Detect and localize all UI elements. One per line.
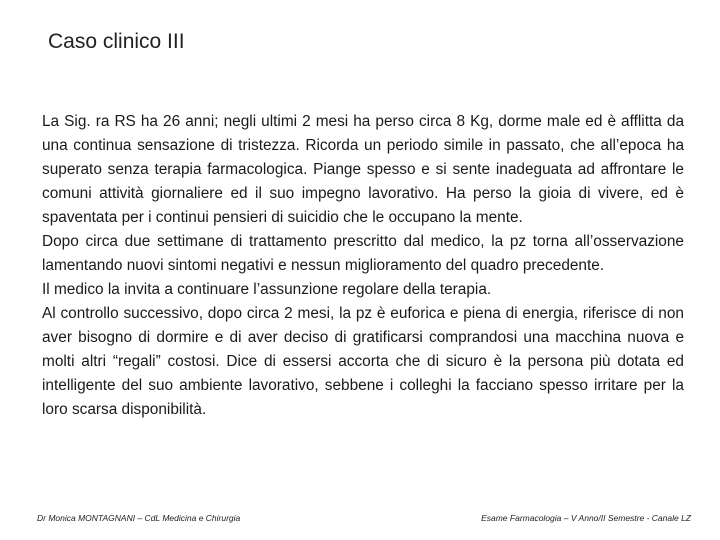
paragraph-second-visit: Al controllo successivo, dopo circa 2 mesi, la pz è euforica e piena di energia, riferisce di non aver bisogno di dormire e di aver deciso di gratificarsi comprandosi una macchina nuova e molti altri “regali” costosi. Dice di essersi accorta che di sicuro è la persona più dotata ed intelligente del suo ambiente lavorativo, sebbene i colleghi la facciano spesso irritare per la loro scarsa disponibilità.	[42, 305, 684, 418]
slide-title: Caso clinico III	[48, 30, 185, 53]
case-description	[42, 110, 684, 422]
footer-course: Esame Farmacologia – V Anno/II Semestre - Canale LZ	[481, 513, 691, 523]
paragraph-symptoms: La Sig. ra RS ha 26 anni; negli ultimi 2 mesi ha perso circa 8 Kg, dorme male ed è afflitta da una continua sensazione di tristezza. Ricorda un periodo simile in passato, che all’epoca ha superato senza terapia farmacologica. Piange spesso e si sente inadeguata ad affrontare le comuni attività giornaliere ed il suo impegno lavorativo. Ha perso la gioia di vivere, ed è spaventata per i continui pensieri di suicidio che le occupano la mente.	[42, 113, 684, 226]
paragraph-follow-up: Dopo circa due settimane di trattamento prescritto dal medico, la pz torna all’osservazione lamentando nuovi sintomi negativi e nessun miglioramento del quadro precedente.	[42, 233, 684, 274]
footer-author: Dr Monica MONTAGNANI – CdL Medicina e Chirurgia	[37, 513, 241, 523]
paragraph-instruction: Il medico la invita a continuare l’assunzione regolare della terapia.	[42, 281, 492, 298]
